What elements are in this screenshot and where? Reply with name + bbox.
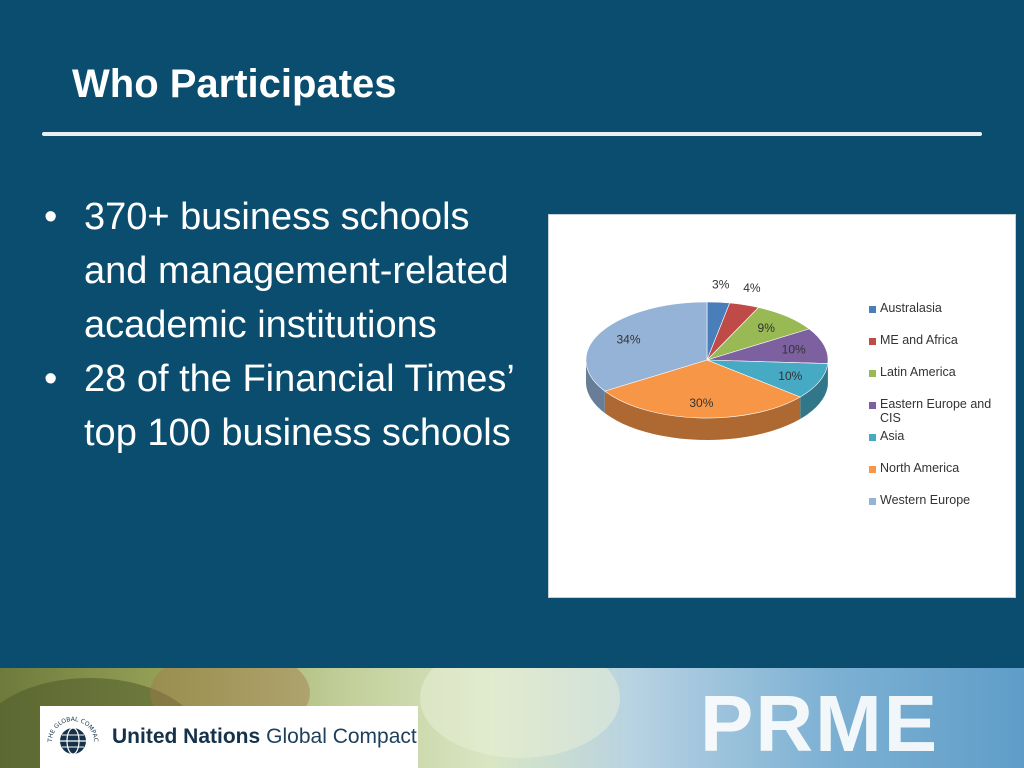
legend-item [869,429,1015,461]
global-compact-label: Global Compact [266,725,417,748]
un-globe-icon [44,708,102,766]
legend-item [869,365,1015,397]
legend-swatch [869,466,876,473]
legend-item [869,301,1015,333]
prme-logo: PRME [700,679,940,768]
bullet-dot: • [44,196,58,238]
legend-swatch [869,498,876,505]
bullet-item [44,352,524,460]
slide-title: Who Participates [72,62,397,106]
bullet-dot: • [44,358,58,400]
title-divider [42,132,982,136]
legend-label: Australasia [880,301,942,315]
united-nations-label: United Nations [112,725,261,748]
svg-text:THE GLOBAL COMPACT: THE GLOBAL COMPAC [46,715,100,743]
bullet-list [44,190,524,460]
pie-data-label: 10% [781,342,806,357]
pie-data-label: 3% [712,277,730,292]
pie-data-label: 10% [778,368,803,383]
chart-legend [869,301,1015,525]
footer-banner [0,668,1024,768]
legend-item [869,333,1015,365]
pie-data-label: 34% [616,332,641,347]
legend-swatch [869,402,876,409]
legend-label: Asia [880,429,905,443]
legend-label: North America [880,461,960,475]
legend-swatch [869,370,876,377]
footer-photo-shape [420,668,620,758]
legend-label: Western Europe [880,493,971,507]
bullet-item [44,190,524,352]
legend-swatch [869,434,876,441]
legend-swatch [869,338,876,345]
legend-label: ME and Africa [880,333,958,347]
legend-item [869,461,1015,493]
legend-label: Latin America [880,365,956,379]
legend-item [869,397,1015,429]
pie-chart [548,214,1016,598]
legend-item [869,493,1015,525]
pie-data-label: 30% [689,395,714,410]
legend-label: Eastern Europe and CIS [880,397,992,425]
pie-data-label: 9% [757,320,775,335]
legend-swatch [869,306,876,313]
global-compact-logo-panel [40,706,418,768]
bullet-text: 28 of the Financial Times’ top 100 business schools [84,358,514,454]
pie-data-label: 4% [743,280,761,295]
bullet-text: 370+ business schools and management-related academic institutions [84,196,509,346]
